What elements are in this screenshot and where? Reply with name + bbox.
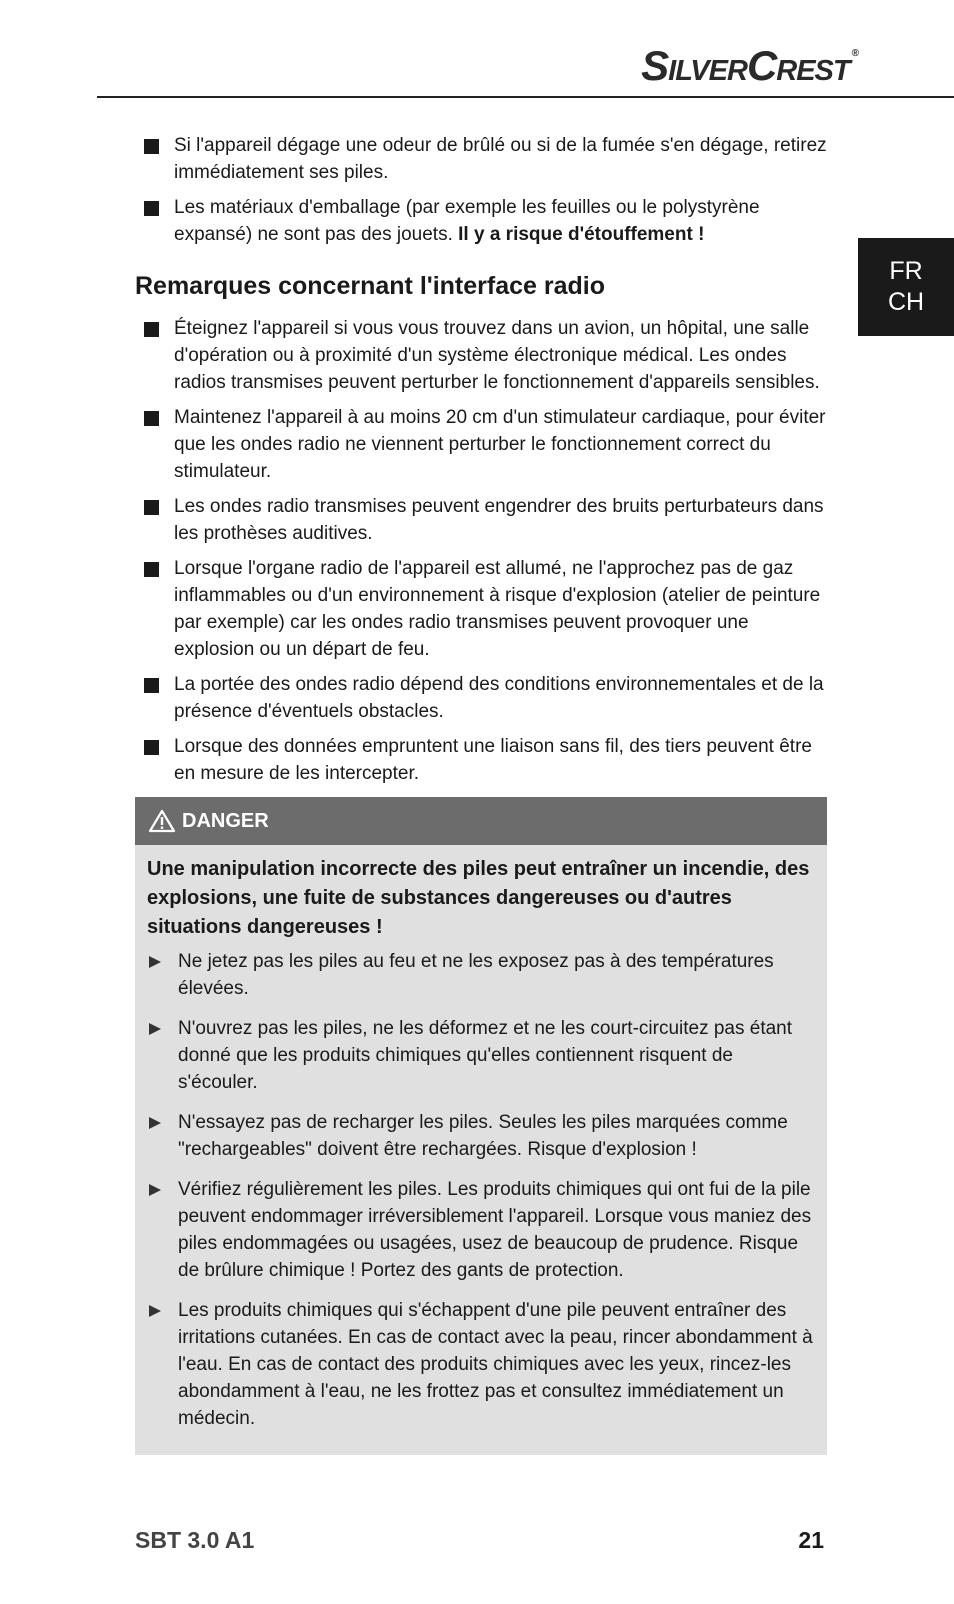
language-tab-line1: FR: [889, 257, 923, 285]
list-item: Lorsque des données empruntent une liaison sans fil, des tiers peuvent être en mesure de les intercepter.: [135, 733, 827, 787]
warning-triangle-icon: [148, 809, 176, 833]
brand-logo: SilverCrest ®: [641, 42, 858, 89]
header-rule: [97, 96, 954, 98]
list-item: Éteignez l'appareil si vous vous trouvez dans un avion, un hôpital, une salle d'opération ou à proximité d'un système électronique médical. Les ondes radios transmises peuvent perturber le fonctionnement d'appareils sensibles.: [135, 315, 827, 396]
danger-header: [135, 797, 827, 845]
footer-model: SBT 3.0 A1: [135, 1527, 255, 1553]
square-bullet-icon: [144, 322, 159, 337]
square-bullet-icon: [144, 500, 159, 515]
danger-label: DANGER: [182, 809, 269, 832]
danger-body: [135, 845, 827, 1455]
arrow-bullet-icon: [149, 1117, 161, 1129]
section-title: Remarques concernant l'interface radio: [135, 272, 605, 300]
list-item: N'ouvrez pas les piles, ne les déformez et ne les court-circuitez pas étant donné que les produits chimiques qu'elles contiennent risquent de s'écouler.: [147, 1015, 815, 1096]
arrow-bullet-icon: [149, 1023, 161, 1035]
list-item: Si l'appareil dégage une odeur de brûlé ou si de la fumée s'en dégage, retirez immédiatement ses piles.: [135, 132, 827, 186]
arrow-bullet-icon: [149, 1305, 161, 1317]
suffocation-warning: Il y a risque d'étouffement !: [458, 224, 705, 245]
square-bullet-icon: [144, 740, 159, 755]
list-item: N'essayez pas de recharger les piles. Seules les piles marquées comme "rechargeables" doivent être rechargées. Risque d'explosion !: [147, 1109, 815, 1163]
list-item: Les matériaux d'emballage (par exemple les feuilles ou le polystyrène expansé) ne sont pas des jouets. Il y a risque d'étouffement !: [135, 194, 827, 248]
language-tab: [858, 238, 954, 336]
danger-intro: Une manipulation incorrecte des piles peut entraîner un incendie, des explosions, une fuite de substances dangereuses ou d'autres situations dangereuses !: [147, 858, 810, 938]
square-bullet-icon: [144, 562, 159, 577]
list-item: Les produits chimiques qui s'échappent d'une pile peuvent entraîner des irritations cutanées. En cas de contact avec la peau, rincer abondamment à l'eau. En cas de contact des produits chimiques avec les yeux, rincez-les abondamment à l'eau, ne les frottez pas et consultez immédiatement un médecin.: [147, 1297, 815, 1432]
square-bullet-icon: [144, 139, 159, 154]
arrow-bullet-icon: [149, 1184, 161, 1196]
square-bullet-icon: [144, 201, 159, 216]
list-item: Ne jetez pas les piles au feu et ne les exposez pas à des températures élevées.: [147, 948, 815, 1002]
square-bullet-icon: [144, 678, 159, 693]
square-bullet-icon: [144, 411, 159, 426]
list-item: La portée des ondes radio dépend des conditions environnementales et de la présence d'éventuels obstacles.: [135, 671, 827, 725]
list-item: Maintenez l'appareil à au moins 20 cm d'un stimulateur cardiaque, pour éviter que les ondes radio ne viennent perturber le fonctionnement correct du stimulateur.: [135, 404, 827, 485]
page-content: [135, 132, 827, 1455]
danger-box: [135, 797, 827, 1455]
page-number: 21: [798, 1527, 824, 1553]
list-item: Les ondes radio transmises peuvent engendrer des bruits perturbateurs dans les prothèses auditives.: [135, 493, 827, 547]
list-item: Vérifiez régulièrement les piles. Les produits chimiques qui ont fui de la pile peuvent endommager irréversiblement l'appareil. Lorsque vous maniez des piles endommagées ou usagées, usez de beaucoup de prudence. Risque de brûlure chimique ! Portez des gants de protection.: [147, 1176, 815, 1284]
arrow-bullet-icon: [149, 956, 161, 968]
language-tab-line2: CH: [887, 288, 925, 316]
list-item: Lorsque l'organe radio de l'appareil est allumé, ne l'approchez pas de gaz inflammables ou d'un environnement à risque d'explosion (atelier de peinture par exemple) car les ondes radio transmises peuvent provoquer une explosion ou un départ de feu.: [135, 555, 827, 663]
